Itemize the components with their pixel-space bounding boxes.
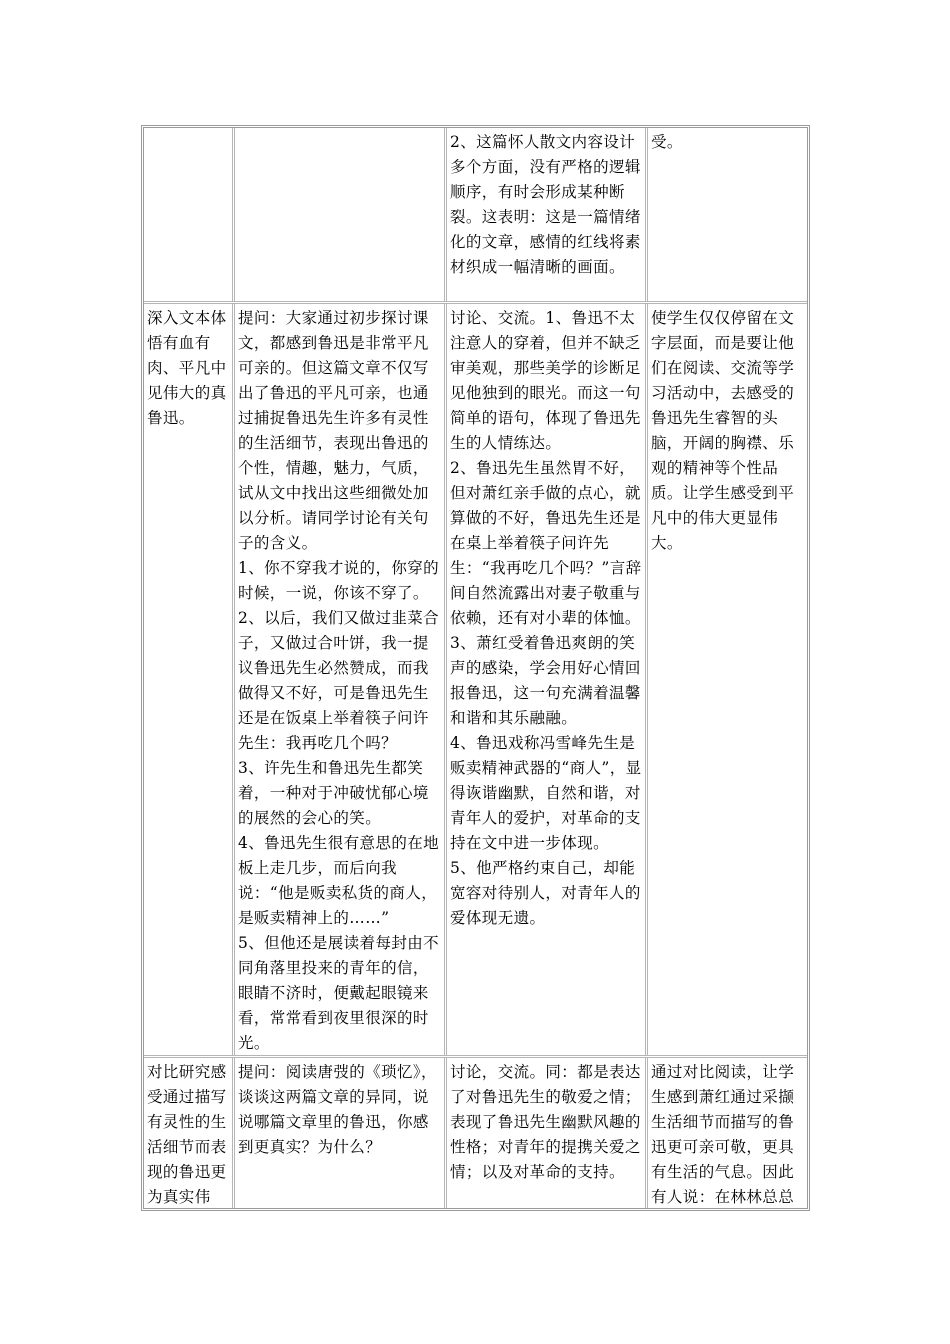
student-activity-cell — [447, 128, 648, 301]
paragraph: 2、这篇怀人散文内容设计多个方面，没有严格的逻辑顺序，有时会形成某种断裂。这表明：这是一篇情绪化的文章，感情的红线将素材织成一幅清晰的画面。 — [450, 133, 641, 276]
lesson-table — [141, 125, 810, 1211]
paragraph: 提问：大家通过初步探讨课文，都感到鲁迅是非常平凡可亲的。但这篇文章不仅写出了鲁迅的平凡可亲，也通过捕捉鲁迅先生许多有灵性的生活细节，表现出鲁迅的个性，情趣，魅力，气质，试从文中找出这些细微处加以分析。请同学讨论有关句子的含义。 — [238, 309, 429, 552]
paragraph: 2、鲁迅先生虽然胃不好，但对萧红亲手做的点心，就算做的不好，鲁迅先生还是在桌上举着筷子问许先生：“我再吃几个吗？”言辞间自然流露出对妻子敬重与依赖，还有对小辈的体恤。 — [450, 459, 642, 627]
paragraph: 对比研究感受通过描写有灵性的生活细节而表现的鲁迅更为真实伟 — [147, 1063, 227, 1206]
paragraph: 通过对比阅读，让学生感到萧红通过采撷生活细节而描写的鲁迅更可亲可敬，更具有生活的气息。因此有人说：在林林总总 — [651, 1063, 795, 1206]
paragraph: 受。 — [651, 133, 683, 151]
design-intent-cell — [648, 1058, 807, 1208]
stage-cell — [144, 1058, 235, 1208]
paragraph: 1、你不穿我才说的，你穿的时候，一说，你该不穿了。 — [238, 559, 440, 602]
paragraph: 4、鲁迅戏称冯雪峰先生是贩卖精神武器的“商人”，显得诙谐幽默，自然和谐，对青年人的爱护，对革命的支持在文中进一步体现。 — [450, 734, 642, 852]
table-row — [144, 128, 807, 304]
teacher-activity-cell — [235, 304, 447, 1055]
paragraph: 深入文本体悟有血有肉、平凡中见伟大的真鲁迅。 — [147, 309, 227, 427]
teacher-activity-cell — [235, 1058, 447, 1208]
paragraph: 讨论，交流。同：都是表达了对鲁迅先生的敬爱之情；表现了鲁迅先生幽默风趣的性格；对青年的提携关爱之情；以及对革命的支持。 — [450, 1063, 641, 1181]
paragraph: 2、以后，我们又做过韭菜合子，又做过合叶饼，我一提议鲁迅先生必然赞成，而我做得又不好，可是鲁迅先生还是在饭桌上举着筷子问许先生：我再吃几个吗？ — [238, 609, 440, 752]
table-row — [144, 304, 807, 1058]
student-activity-cell — [447, 304, 648, 1055]
paragraph: 4、鲁迅先生很有意思的在地板上走几步，而后向我说：“他是贩卖私货的商人，是贩卖精神上的……” — [238, 834, 440, 927]
design-intent-cell — [648, 128, 807, 301]
teacher-activity-cell — [235, 128, 447, 301]
paragraph: 3、许先生和鲁迅先生都笑着，一种对于冲破忧郁心境的展然的会心的笑。 — [238, 759, 429, 827]
design-intent-cell — [648, 304, 807, 1055]
stage-cell — [144, 304, 235, 1055]
student-activity-cell — [447, 1058, 648, 1208]
paragraph: 讨论、交流。1、鲁迅不太注意人的穿着，但并不缺乏审美观，那些美学的诊断足见他独到的眼光。而这一句简单的语句，体现了鲁迅先生的人情练达。 — [450, 309, 641, 452]
paragraph: 3、萧红受着鲁迅爽朗的笑声的感染，学会用好心情回报鲁迅，这一句充满着温馨和谐和其乐融融。 — [450, 634, 641, 727]
paragraph: 提问：阅读唐弢的《琐忆》，谈谈这两篇文章的异同，说说哪篇文章里的鲁迅，你感到更真实？为什么？ — [238, 1063, 437, 1156]
table-row — [144, 1058, 807, 1208]
stage-cell — [144, 128, 235, 301]
paragraph: 使学生仅仅停留在文字层面，而是要让他们在阅读、交流等学习活动中，去感受的鲁迅先生睿智的头脑，开阔的胸襟、乐观的精神等个性品质。让学生感受到平凡中的伟大更显伟大。 — [651, 309, 795, 552]
paragraph: 5、但他还是展读着每封由不同角落里投来的青年的信，眼睛不济时，便戴起眼镜来看，常常看到夜里很深的时光。 — [238, 934, 440, 1052]
paragraph: 5、他严格约束自己，却能宽容对待别人，对青年人的爱体现无遗。 — [450, 859, 641, 927]
